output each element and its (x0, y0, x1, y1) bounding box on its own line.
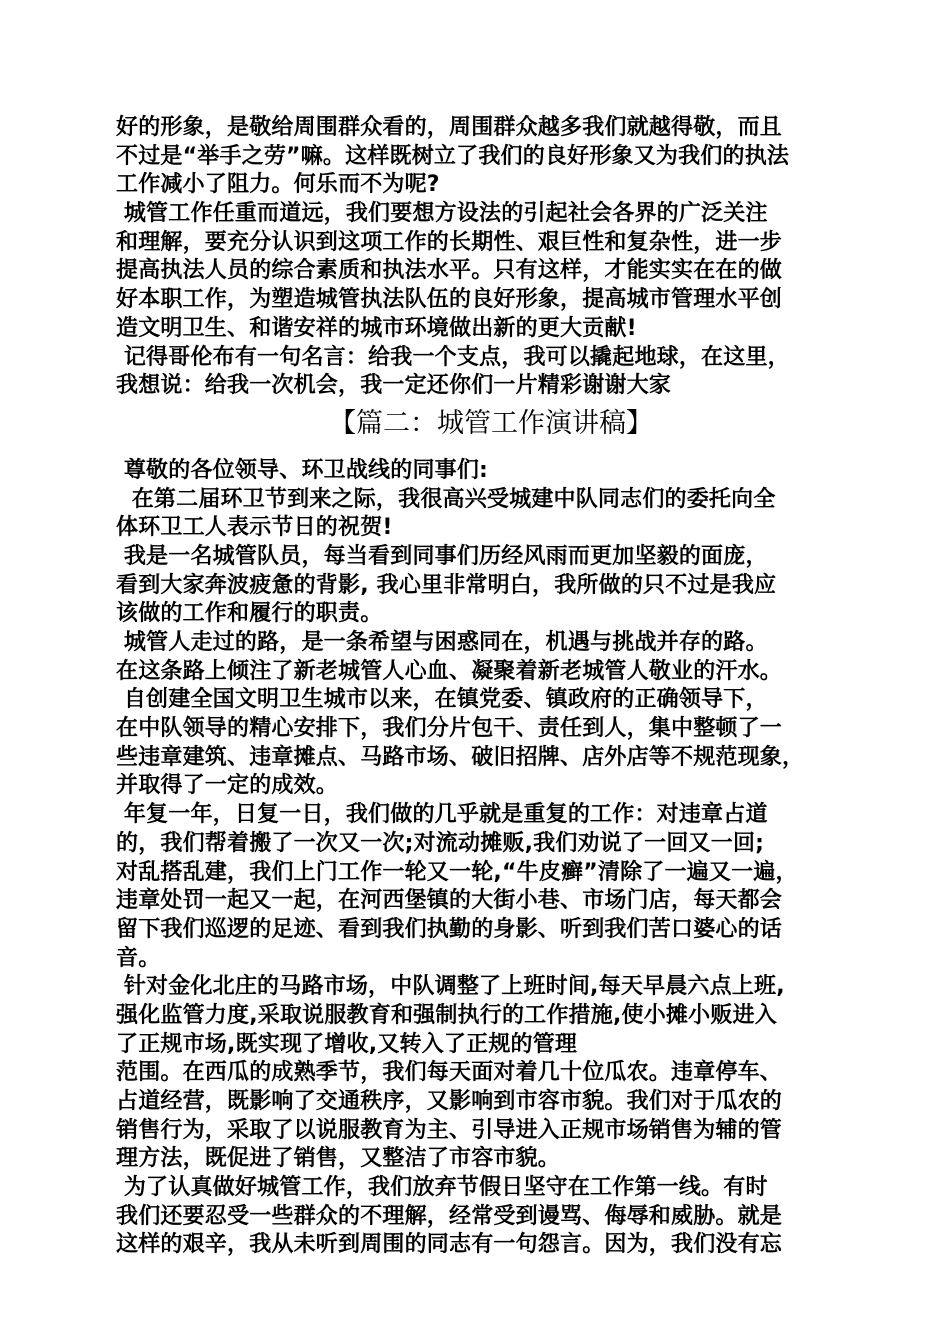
text-line: 我想说：给我一次机会，我一定还你们一片精彩谢谢大家 (116, 373, 672, 399)
text-line: 年复一年，日复一日，我们做的几乎就是重复的工作：对违章占道 (116, 802, 768, 828)
text-line: 工作减小了阻力。何乐而不为呢? (116, 172, 440, 198)
section-part-one (116, 114, 846, 401)
text-line: 违章处罚一起又一起，在河西堡镇的大街小巷、市场门店，每天都会 (116, 888, 783, 914)
text-line: 自创建全国文明卫生城市以来，在镇党委、镇政府的正确领导下， (116, 687, 768, 713)
text-line: 和理解，要充分认识到这项工作的长期性、艰巨性和复杂性，进一步 (116, 229, 783, 255)
text-line: 销售行为，采取了以说服教育为主、引导进入正规市场销售为辅的管 (116, 1117, 783, 1143)
text-line: 对乱搭乱建，我们上门工作一轮又一轮,“牛皮癣”清除了一遍又一遍， (116, 859, 798, 885)
text-line: 造文明卫生、和谐安祥的城市环境做出新的更大贡献! (116, 315, 637, 341)
text-line: 音。 (116, 945, 161, 971)
text-line: 并取得了一定的成效。 (116, 773, 339, 799)
text-line: 范围。在西瓜的成熟季节，我们每天面对着几十位瓜农。违章停车、 (116, 1060, 783, 1086)
text-line: 针对金化北庄的马路市场，中队调整了上班时间,每天早晨六点上班, (116, 974, 785, 1000)
text-line: 理方法，既促进了销售，又整洁了市容市貌。 (116, 1146, 561, 1172)
text-line: 些违章建筑、违章摊点、马路市场、破旧招牌、店外店等不规范现象， (116, 744, 805, 770)
text-line: 强化监管力度,采取说服教育和强制执行的工作措施,使小摊小贩进入 (116, 1002, 777, 1028)
section-part-two (116, 457, 846, 1260)
document-body (116, 114, 846, 1260)
text-line: 提高执法人员的综合素质和执法水平。只有这样，才能实实在在的做 (116, 258, 783, 284)
text-line: 在第二届环卫节到来之际，我很高兴受城建中队同志们的委托向全 (116, 486, 776, 512)
text-line: 的，我们帮着搬了一次又一次;对流动摊贩,我们劝说了一回又一回; (116, 830, 765, 856)
text-line: 尊敬的各位领导、环卫战线的同事们: (116, 457, 489, 483)
text-line: 了正规市场,既实现了增收,又转入了正规的管理 (116, 1031, 578, 1057)
text-line: 城管人走过的路，是一条希望与困惑同在，机遇与挑战并存的路。 (116, 630, 768, 655)
text-line: 这样的艰辛，我从未听到周围的同志有一句怨言。因为，我们没有忘 (116, 1232, 783, 1258)
text-line: 占道经营，既影响了交通秩序，又影响到市容市貌。我们对于瓜农的 (116, 1089, 783, 1114)
section-heading: 【篇二：城管工作演讲稿】 (329, 407, 653, 439)
text-line: 体环卫工人表示节日的祝贺! (116, 515, 393, 541)
text-line: 在中队领导的精心安排下，我们分片包干、责任到人，集中整顿了一 (116, 716, 783, 742)
text-line: 城管工作任重而道远，我们要想方设法的引起社会各界的广泛关注 (116, 201, 768, 227)
text-line: 看到大家奔波疲惫的背影, 我心里非常明白，我所做的只不过是我应 (116, 572, 777, 598)
text-line: 记得哥伦布有一句名言：给我一个支点，我可以撬起地球，在这里， (116, 344, 790, 370)
text-line: 为了认真做好城管工作，我们放弃节假日坚守在工作第一线。有时 (116, 1175, 768, 1201)
text-line: 好本职工作，为塑造城管执法队伍的良好形象，提高城市管理水平创 (116, 287, 783, 313)
text-line: 我是一名城管队员，每当看到同事们历经风雨而更加坚毅的面庞， (116, 543, 768, 569)
text-line: 该做的工作和履行的职责。 (116, 601, 383, 627)
text-line: 在这条路上倾注了新老城管人心血、凝聚着新老城管人敬业的汗水。 (116, 658, 783, 684)
text-line: 好的形象，是敬给周围群众看的，周围群众越多我们就越得敬，而且 (116, 115, 783, 140)
text-line: 我们还要忍受一些群众的不理解，经常受到谩骂、侮辱和威胁。就是 (116, 1203, 783, 1229)
text-line: 留下我们巡逻的足迹、看到我们执勤的身影、听到我们苦口婆心的话 (116, 916, 783, 942)
text-line: 不过是“举手之劳”嘛。这样既树立了我们的良好形象又为我们的执法 (116, 143, 790, 169)
